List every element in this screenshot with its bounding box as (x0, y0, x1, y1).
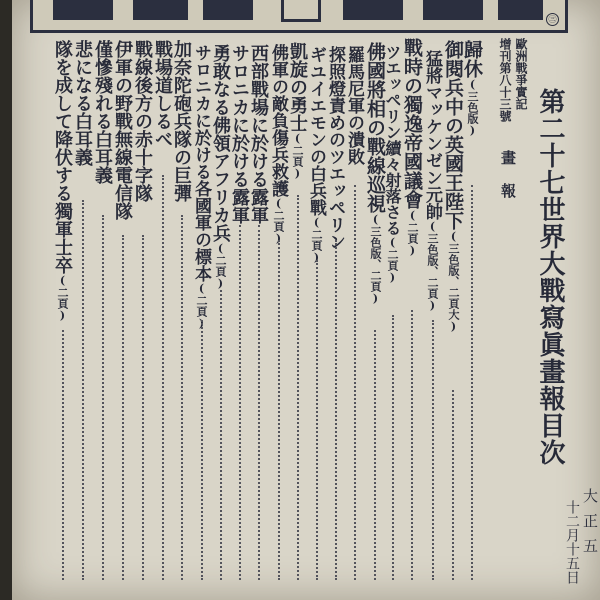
leader-dots (297, 195, 299, 580)
toc-entry-title: ギユイエモンの白兵戰 (306, 46, 326, 216)
toc-entry-title: 佛國將相の戰線巡視 (364, 42, 386, 213)
toc-entry-note: (二頁) (310, 216, 323, 264)
toc-entry (191, 44, 211, 330)
leader-dots (122, 235, 124, 580)
section-label: 畫報 (499, 150, 517, 216)
toc-entry (461, 40, 483, 137)
toc-entry-note: (二頁) (214, 242, 227, 290)
toc-entry-title: 猛將マッケンゼン元帥 (422, 50, 442, 220)
toc-entry-title: 戰場道しるべ (152, 40, 173, 148)
toc-entry-title: 勇敢なる佛領アフリカ兵 (210, 44, 231, 242)
toc-entry-title: 羅馬尼軍の潰敗 (344, 46, 364, 165)
toc-entry (364, 42, 386, 305)
issue-date-line-2: 十二月十五日 (564, 500, 580, 584)
toc-entry-title: 歸休 (461, 40, 483, 78)
band-block (133, 0, 188, 20)
page-number-mark: ㊂ (546, 13, 559, 26)
toc-entry-title: ツエッペリン續々射落さる (383, 44, 402, 236)
band-block (53, 0, 113, 20)
toc-entry-note: (三色版、二頁) (426, 220, 439, 312)
toc-entry-note: (二頁) (195, 282, 208, 330)
leader-dots (142, 235, 144, 580)
magazine-page (12, 0, 600, 600)
leader-dots (278, 240, 280, 580)
toc-entry (306, 46, 326, 264)
leader-dots (62, 330, 64, 580)
toc-entry-title: 加奈陀砲兵隊の巨彈 (171, 40, 192, 202)
leader-dots (258, 225, 260, 580)
leader-dots (239, 225, 241, 580)
toc-entry (52, 40, 73, 322)
toc-entry (401, 38, 423, 257)
toc-entry-title: 佛軍の敵負傷兵救護 (268, 44, 288, 197)
toc-entry (268, 44, 288, 245)
toc-entry-title: 西部戰場に於ける露軍 (248, 44, 269, 224)
band-block (343, 0, 403, 20)
toc-entry (112, 40, 133, 220)
toc-entry (442, 40, 464, 333)
toc-entry (422, 50, 442, 312)
toc-entry-note: (二頁) (406, 209, 419, 257)
toc-entry-title: 伊軍の野戰無線電信隊 (112, 40, 133, 220)
toc-entry (210, 44, 231, 290)
toc-entry-note: (二頁) (291, 132, 304, 180)
band-block (498, 0, 543, 20)
toc-entry-title: 悲になる白耳義 (72, 40, 93, 166)
toc-entry-title: 御閱兵中の英國王陛下 (442, 40, 464, 230)
toc-entry-note: (三色版、二頁) (369, 213, 382, 305)
toc-entry-title: サロニカに於ける露軍 (229, 44, 250, 224)
leader-dots (392, 315, 394, 580)
page-title: 第二十七世界大戰寫眞畫報目次 (535, 88, 565, 466)
toc-entry-note: (二頁) (56, 274, 69, 322)
toc-entry-note: (三色版、二頁大) (447, 230, 460, 333)
leader-dots (82, 200, 84, 580)
toc-entry-title: 戰時の獨逸帝國議會 (401, 38, 423, 209)
toc-entry (132, 40, 153, 202)
leader-dots (354, 185, 356, 580)
leader-dots (102, 215, 104, 580)
series-name: 歐洲戰爭實記 (514, 38, 528, 110)
toc-entry-title: サロニカに於ける各國軍の標本 (191, 44, 211, 282)
leader-dots (335, 240, 337, 580)
leader-dots (432, 320, 434, 580)
toc-entry (92, 40, 113, 184)
leader-dots (201, 320, 203, 580)
toc-entry (325, 46, 345, 250)
leader-dots (452, 390, 454, 580)
leader-dots (411, 310, 413, 580)
leader-dots (220, 290, 222, 580)
toc-entry (344, 46, 364, 165)
leader-dots (181, 215, 183, 580)
toc-entry (287, 42, 308, 180)
band-block (423, 0, 483, 20)
leader-dots (374, 330, 376, 580)
toc-entry (229, 44, 250, 224)
toc-entry-note: (二頁) (386, 236, 399, 284)
toc-entry (72, 40, 93, 166)
toc-entry-note: (三色版) (466, 78, 479, 137)
toc-entry-title: 戰線後方の赤十字隊 (132, 40, 153, 202)
band-emblem (281, 0, 321, 22)
leader-dots (316, 260, 318, 580)
toc-entry-title: 凱旋の勇士 (287, 42, 308, 132)
toc-entry (171, 40, 192, 202)
toc-entry (248, 44, 269, 224)
leader-dots (162, 175, 164, 580)
toc-entry-title: 隊を成して降伏する獨軍士卒 (52, 40, 73, 274)
band-block (203, 0, 253, 20)
toc-entry (152, 40, 173, 148)
toc-entry-note: (二頁) (272, 197, 285, 245)
supplement-number: 增刊第八十三號 (498, 38, 512, 122)
leader-dots (471, 185, 473, 580)
decorative-header-band (30, 0, 568, 33)
toc-entry-title: 探照燈責めのツエッペリン (325, 46, 345, 250)
toc-entry-title: 僅慘殘れる白耳義 (92, 40, 113, 184)
issue-date-line-1: 大正五 (581, 488, 599, 563)
